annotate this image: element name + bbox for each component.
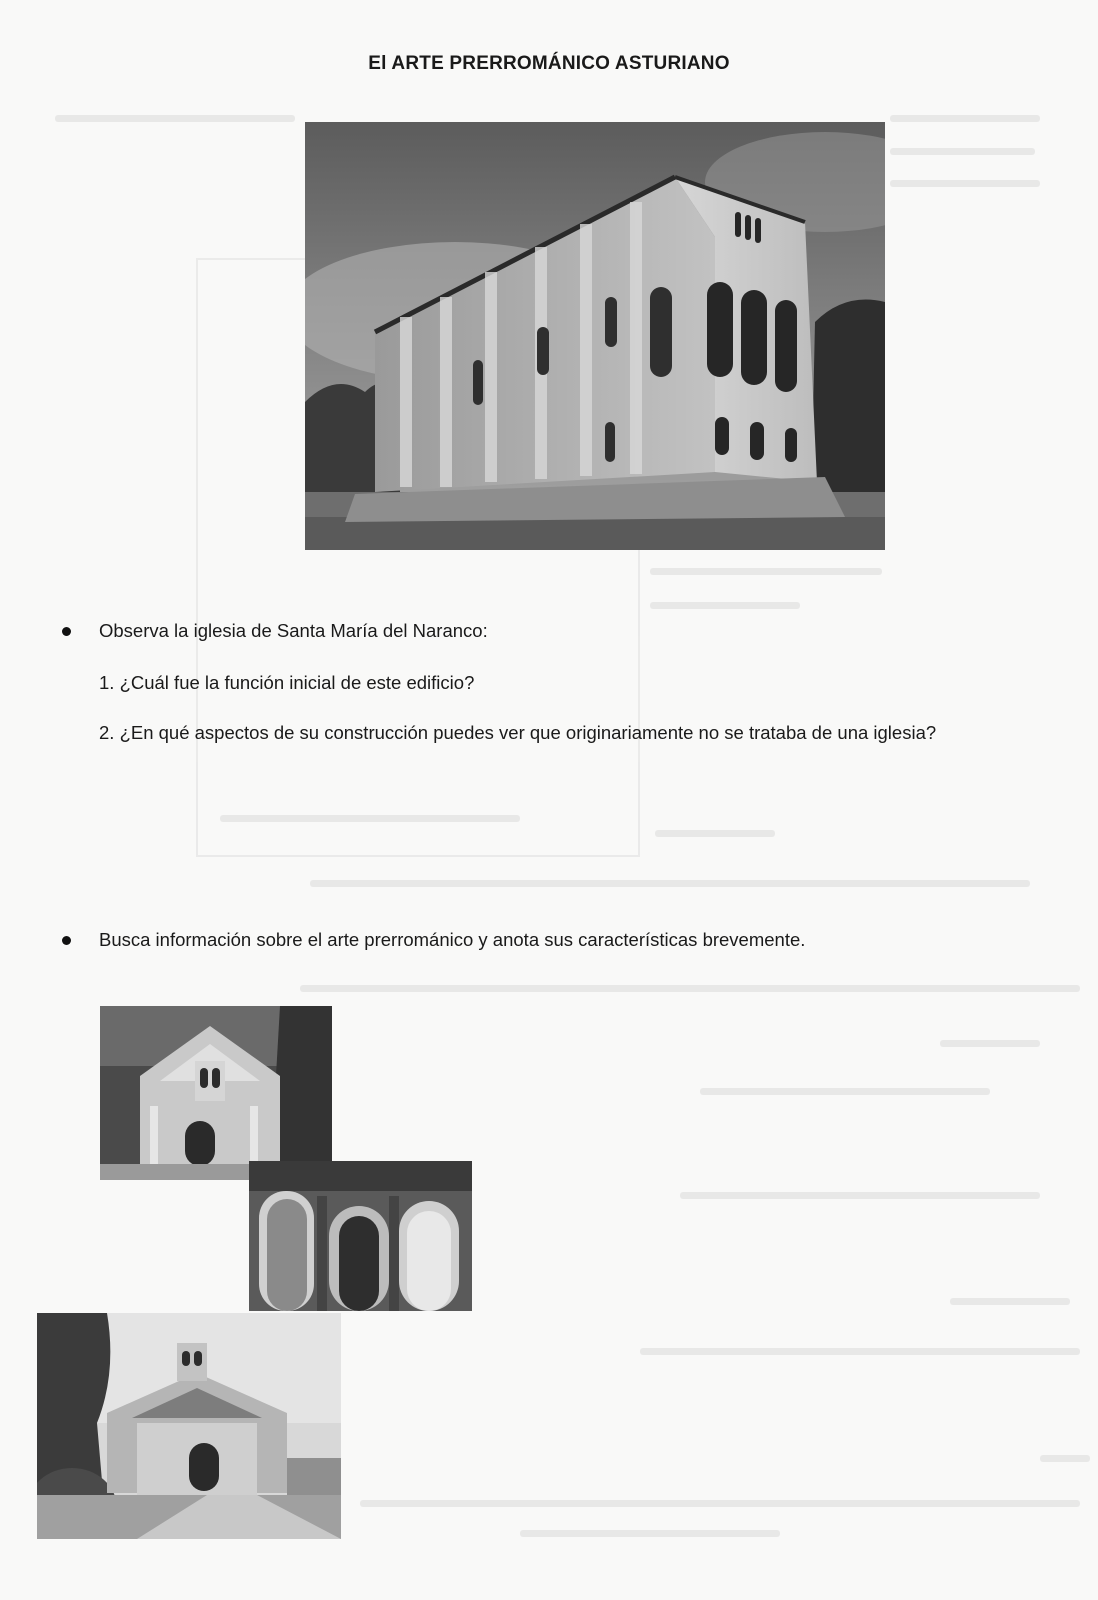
section2-instruction: Busca información sobre el arte prerrománico y anota sus características brevemente. [99,929,806,950]
gallery-photo-san-miguel-de-lillo [100,1006,332,1180]
bullet-section2 [62,936,71,945]
gallery-photo-san-julian-de-los-prados [37,1313,341,1539]
section1-instruction: Observa la iglesia de Santa María del Naranco: [99,620,488,641]
question-2: 2. ¿En qué aspectos de su construcción puedes ver que originariamente no se trataba de una iglesia? [99,722,937,743]
bullet-section1 [62,627,71,636]
gallery-photo-interior-arches [249,1161,472,1311]
worksheet-title: El ARTE PRERROMÁNICO ASTURIANO [368,53,730,74]
question-1: 1. ¿Cuál fue la función inicial de este edificio? [99,672,475,693]
main-church-photo [305,122,885,550]
